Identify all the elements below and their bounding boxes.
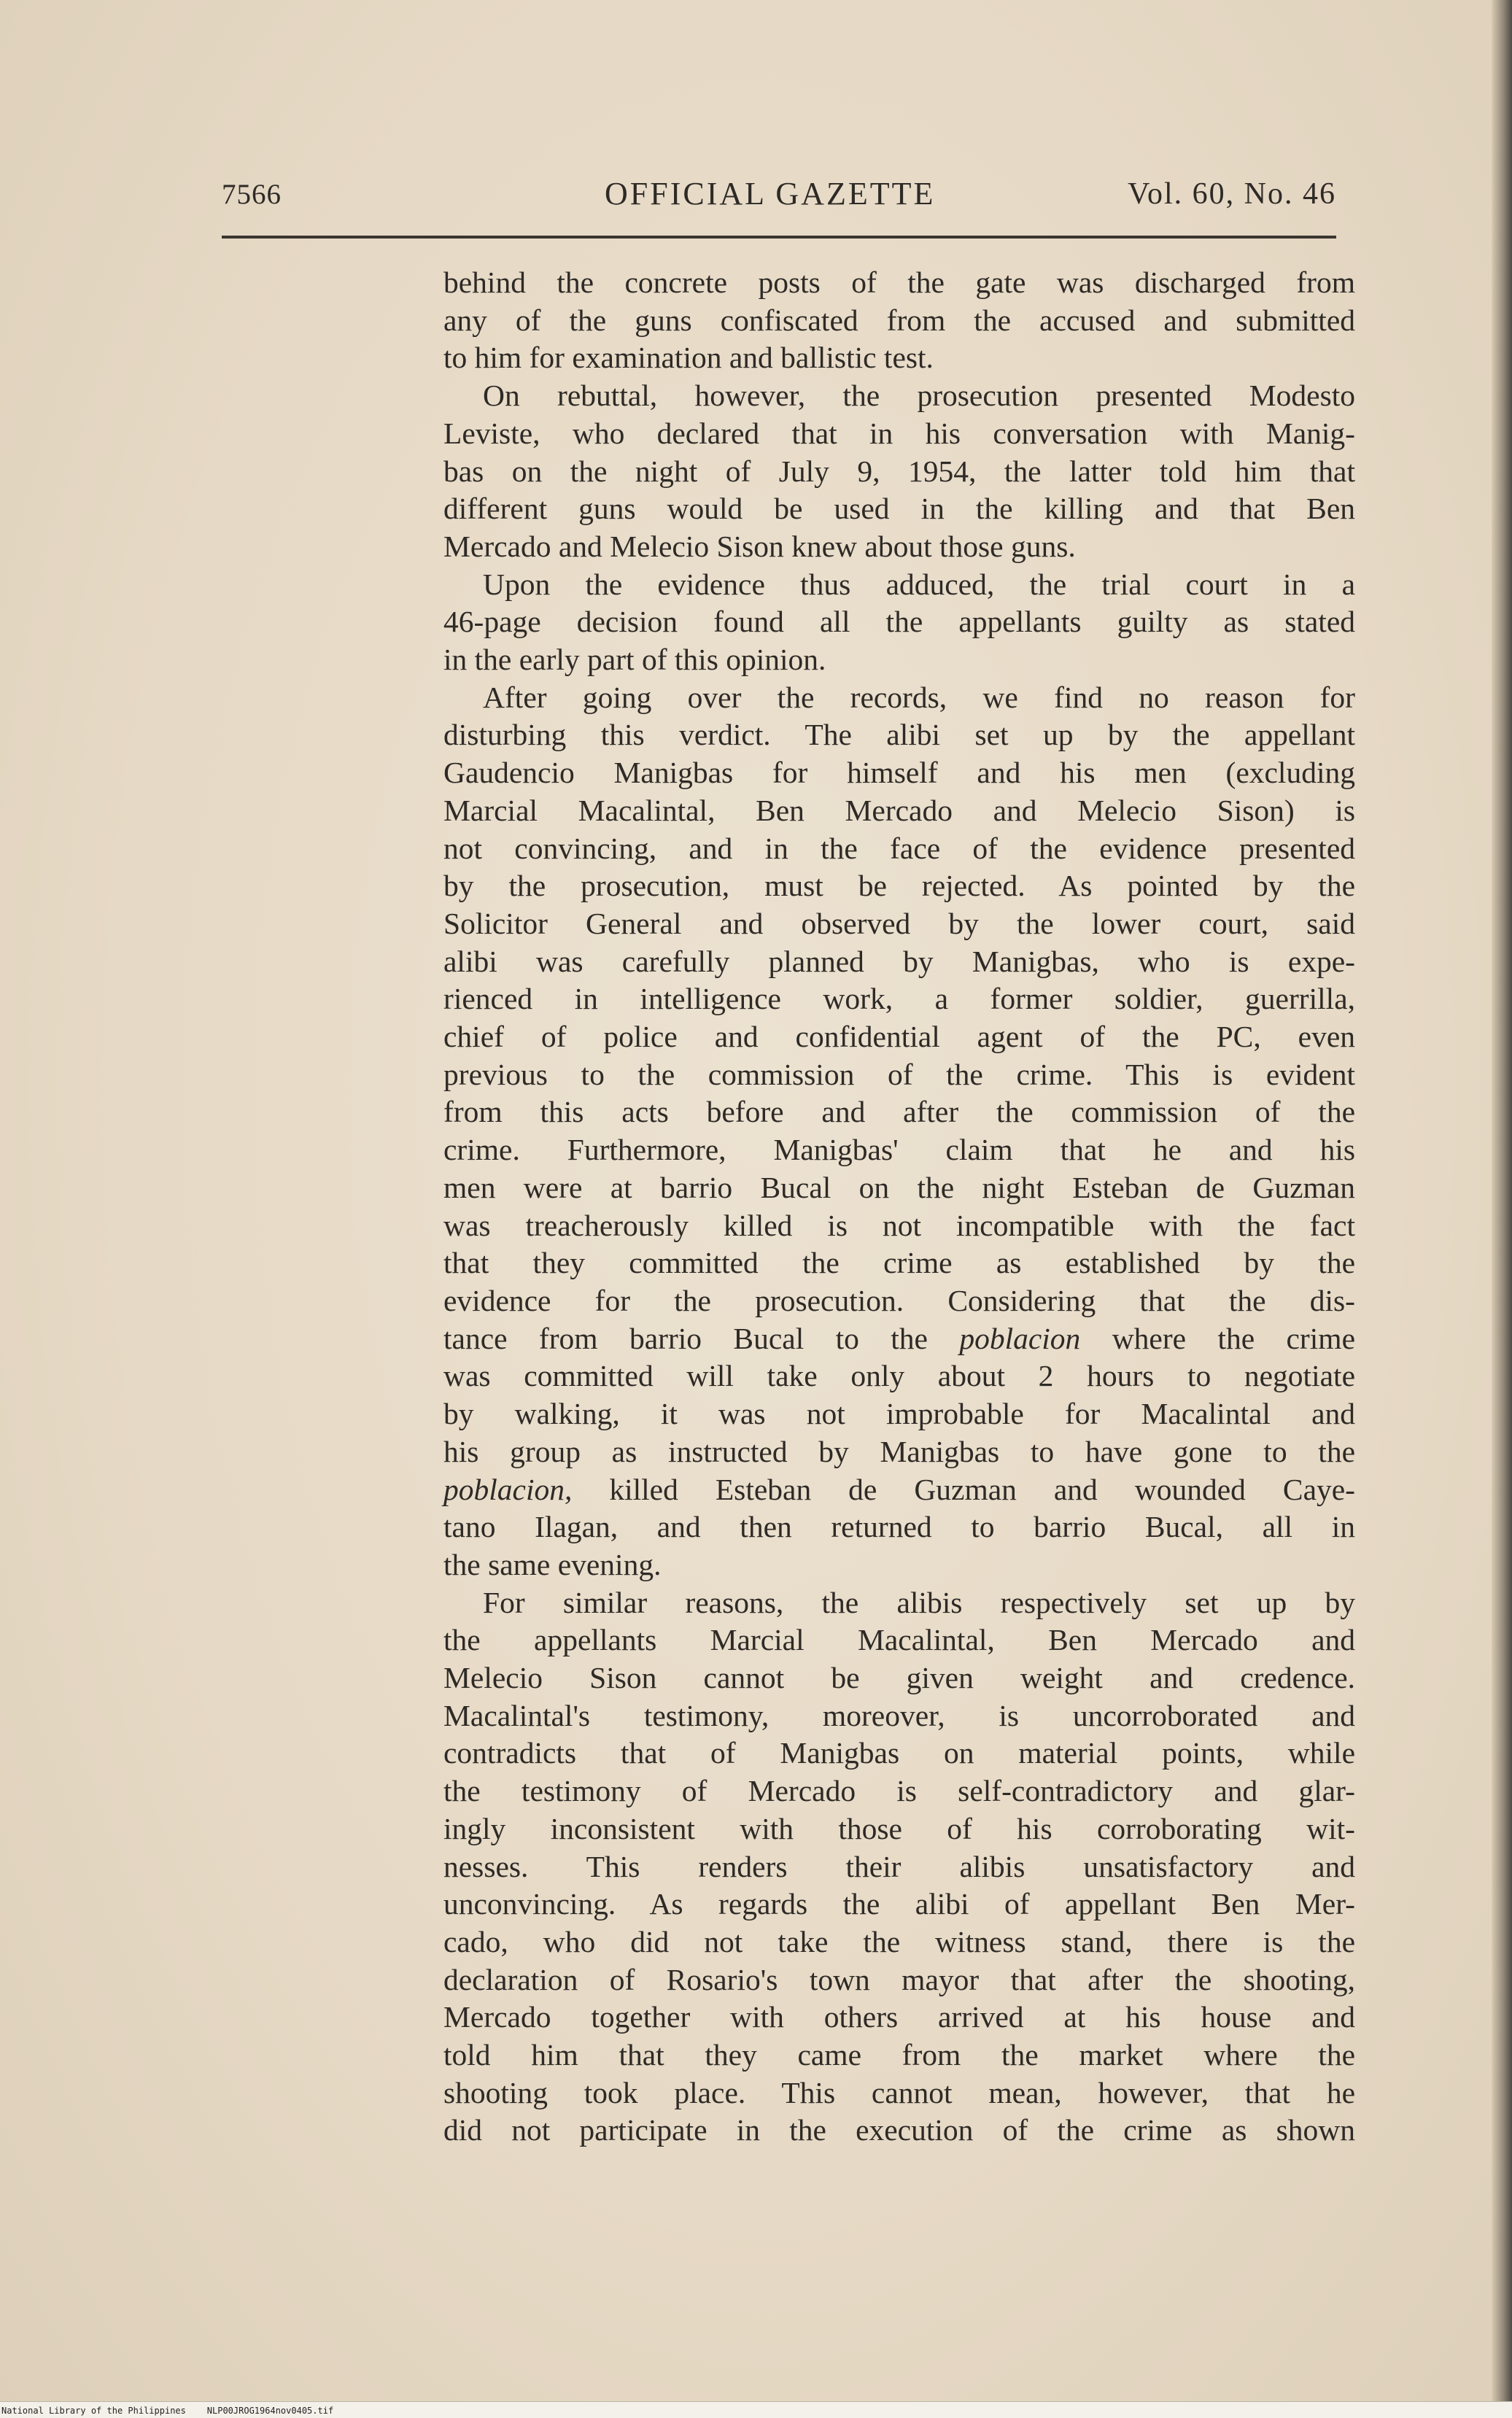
text-line: Melecio Sison cannot be given weight and credence. — [443, 1661, 1355, 1695]
text-line: was treacherously killed is not incompatible with the fact — [443, 1208, 1355, 1242]
text-line: to him for examination and ballistic test. — [443, 341, 934, 375]
text-line: told him that they came from the market where the — [443, 2038, 1355, 2072]
text-line: Leviste, who declared that in his conversation with Manig- — [443, 416, 1355, 450]
text-line: For similar reasons, the alibis respectively set up by — [483, 1585, 1355, 1619]
text-line: the same evening. — [443, 1547, 662, 1581]
italic-term: poblacion — [959, 1321, 1081, 1355]
text-line: that they committed the crime as established by the — [443, 1246, 1355, 1280]
text-line: Marcial Macalintal, Ben Mercado and Melecio Sison) is — [443, 793, 1355, 827]
text-line: After going over the records, we find no reason for — [483, 680, 1355, 714]
text-line: unconvincing. As regards the alibi of appellant Ben Mer- — [443, 1887, 1355, 1921]
text-line: crime. Furthermore, Manigbas' claim that he and his — [443, 1133, 1355, 1167]
text-line: the appellants Marcial Macalintal, Ben Mercado and — [443, 1623, 1355, 1657]
scan-footer-strip — [0, 2401, 1512, 2418]
text-segment: where the crime — [1112, 1321, 1355, 1355]
text-line: disturbing this verdict. The alibi set up by the appellant — [443, 718, 1355, 752]
text-line: Upon the evidence thus adduced, the trial court in a — [483, 567, 1355, 601]
page-edge-shadow — [1492, 0, 1512, 2418]
text-line: different guns would be used in the killing and that Ben — [443, 492, 1355, 526]
text-line: the testimony of Mercado is self-contradictory and glar- — [443, 1774, 1355, 1808]
source-filename: NLP00JROG1964nov0405.tif — [206, 2406, 334, 2416]
text-line: previous to the commission of the crime. This is evident — [443, 1057, 1355, 1091]
text-line: alibi was carefully planned by Manigbas, who is expe- — [443, 944, 1355, 978]
text-line: Solicitor General and observed by the lower court, said — [443, 906, 1355, 940]
text-line: men were at barrio Bucal on the night Esteban de Guzman — [443, 1170, 1355, 1204]
text-line: cado, who did not take the witness stand, there is the — [443, 1924, 1355, 1958]
text-line: ingly inconsistent with those of his corroborating wit- — [443, 1811, 1355, 1845]
text-line: by walking, it was not improbable for Macalintal and — [443, 1397, 1355, 1431]
italic-term: poblacion, — [443, 1472, 573, 1506]
text-line: rienced in intelligence work, a former soldier, guerrilla, — [443, 982, 1355, 1016]
text-line: shooting took place. This cannot mean, however, that he — [443, 2075, 1355, 2109]
library-credit: National Library of the Philippines — [1, 2406, 186, 2416]
text-line: any of the guns confiscated from the accused and submitted — [443, 303, 1355, 337]
text-line: declaration of Rosario's town mayor that after the shooting, — [443, 1962, 1355, 1996]
text-line: Macalintal's testimony, moreover, is uncorroborated and — [443, 1698, 1355, 1732]
page-header — [222, 174, 1336, 217]
text-line: evidence for the prosecution. Considering that the dis- — [443, 1283, 1355, 1317]
text-line — [443, 1471, 1355, 1509]
publication-title: OFFICIAL GAZETTE — [605, 176, 936, 212]
text-line — [443, 1320, 1355, 1358]
scan-footer-text — [1, 2406, 333, 2416]
text-line: chief of police and confidential agent of the PC, even — [443, 1020, 1355, 1054]
text-line: from this acts before and after the commission of the — [443, 1095, 1355, 1129]
text-line: by the prosecution, must be rejected. As pointed by the — [443, 869, 1355, 903]
text-line: was committed will take only about 2 hours to negotiate — [443, 1359, 1355, 1393]
article-body — [443, 264, 1355, 2150]
text-line: not convincing, and in the face of the evidence presented — [443, 831, 1355, 865]
text-line: 46-page decision found all the appellants guilty as stated — [443, 605, 1355, 639]
text-line: nesses. This renders their alibis unsatisfactory and — [443, 1849, 1355, 1883]
text-line: bas on the night of July 9, 1954, the latter told him that — [443, 454, 1355, 488]
header-rule — [222, 236, 1336, 239]
text-line: Gaudencio Manigbas for himself and his men (excluding — [443, 756, 1355, 790]
text-line: in the early part of this opinion. — [443, 643, 826, 677]
volume-issue: Vol. 60, No. 46 — [1128, 177, 1336, 211]
text-line: Mercado together with others arrived at his house and — [443, 2000, 1355, 2034]
text-segment: tance from barrio Bucal to the — [443, 1321, 928, 1355]
page-number: 7566 — [222, 179, 282, 210]
text-line: Mercado and Melecio Sison knew about those guns. — [443, 529, 1076, 563]
text-segment: killed Esteban de Guzman and wounded Caye- — [609, 1472, 1355, 1506]
text-line: behind the concrete posts of the gate was discharged from — [443, 266, 1355, 299]
text-line: his group as instructed by Manigbas to have gone to the — [443, 1434, 1355, 1468]
text-line: On rebuttal, however, the prosecution presented Modesto — [483, 379, 1355, 413]
text-line: did not participate in the execution of the crime as shown — [443, 2113, 1355, 2147]
text-line: tano Ilagan, and then returned to barrio Bucal, all in — [443, 1510, 1355, 1544]
text-line: contradicts that of Manigbas on material points, while — [443, 1736, 1355, 1770]
